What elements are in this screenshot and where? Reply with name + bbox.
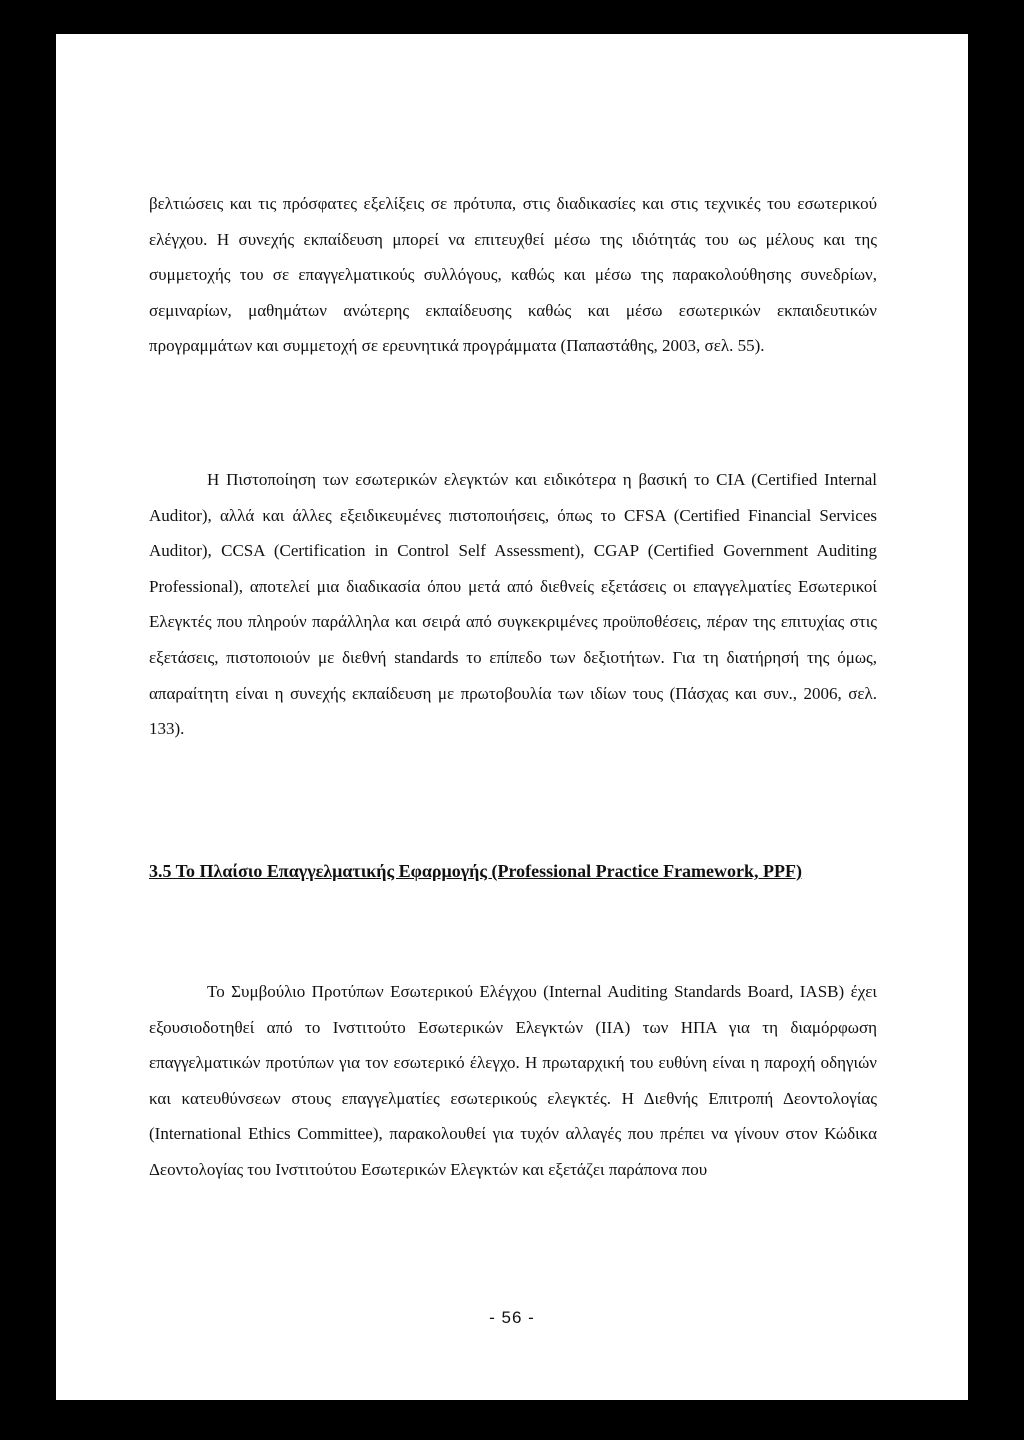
paragraph-standards-board: Το Συμβούλιο Προτύπων Εσωτερικού Ελέγχου (Internal Auditing Standards Board, IASB) έχει εξουσιοδοτηθεί από το Ινστιτούτο Εσωτερικών Ελεγκτών (IIA) των ΗΠΑ για τη διαμόρφωση επαγγελματικών προτύπων για τον εσωτερικό έλεγχο. Η πρωταρχική του ευθύνη είναι η παροχή οδηγιών και κατευθύνσεων στους επαγγελματίες εσωτερικούς ελεγκτές. Η Διεθνής Επιτροπή Δεοντολογίας (International Ethics Committee), παρακολουθεί για τυχόν αλλαγές που πρέπει να γίνουν στον Κώδικα Δεοντολογίας του Ινστιτούτου Εσωτερικών Ελεγκτών και εξετάζει παράπονα που (149, 982, 877, 1179)
section-heading: 3.5 Το Πλαίσιο Επαγγελματικής Εφαρμογής (Professional Practice Framework, PPF) (149, 861, 803, 881)
page-number: - 56 - (489, 1308, 535, 1327)
paragraph-certification: Η Πιστοποίηση των εσωτερικών ελεγκτών και ειδικότερα η βασική το CIA (Certified Internal Auditor), αλλά και άλλες εξειδικευμένες πιστοποιήσεις, όπως το CFSA (Certified Financial Services Auditor), CCSA (Certification in Control Self Assessment), CGAP (Certified Government Auditing Professional), αποτελεί μια διαδικασία όπου μετά από διεθνείς εξετάσεις οι επαγγελματίες Εσωτερικοί Ελεγκτές που πληρούν παράλληλα και σειρά από συγκεκριμένες προϋποθέσεις, πέραν της επιτυχίας στις εξετάσεις, πιστοποιούν με διεθνή standards το επίπεδο των δεξιοτήτων. Για τη διατήρησή της όμως, απαραίτητη είναι η συνεχής εκπαίδευση με πρωτοβουλία των ιδίων τους (Πάσχας και συν., 2006, σελ. 133). (149, 470, 877, 739)
paragraph-continuing-education: βελτιώσεις και τις πρόσφατες εξελίξεις σε πρότυπα, στις διαδικασίες και στις τεχνικές του εσωτερικού ελέγχου. Η συνεχής εκπαίδευση μπορεί να επιτευχθεί μέσω της ιδιότητάς του ως μέλους και της συμμετοχής του σε επαγγελματικούς συλλόγους, καθώς και μέσω της παρακολούθησης συνεδρίων, σεμιναρίων, μαθημάτων ανώτερης εκπαίδευσης καθώς και μέσω εσωτερικών εκπαιδευτικών προγραμμάτων και συμμετοχή σε ερευνητικά προγράμματα (Παπαστάθης, 2003, σελ. 55). (149, 194, 877, 356)
